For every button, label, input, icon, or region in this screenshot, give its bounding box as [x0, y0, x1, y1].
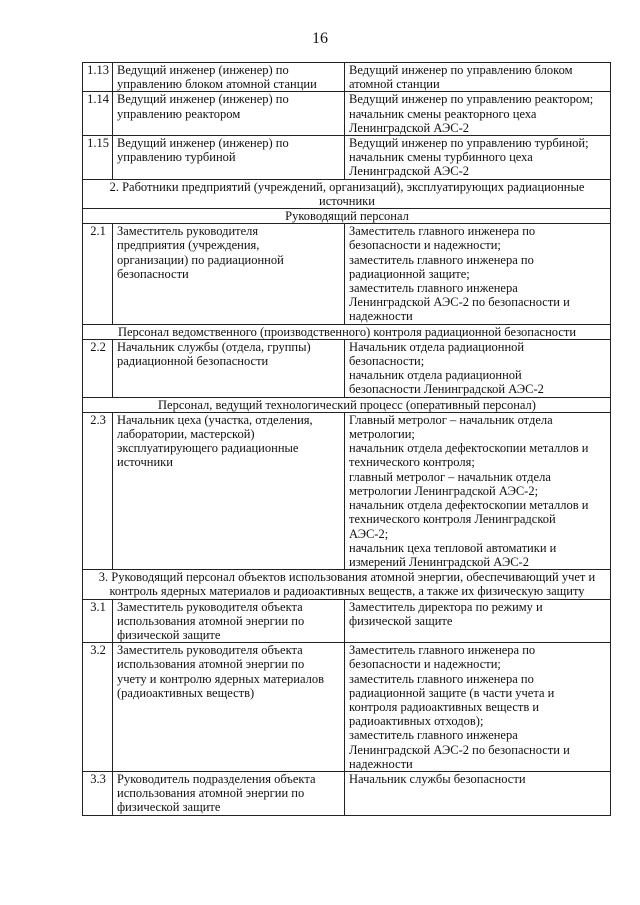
table-row: [83, 224, 611, 324]
corresponding-positions-text: Заместитель главного инженера по безопасности и надежности; заместитель главного инженера по радиационной защите (в части учета и контроля радиоактивных веществ и радиоактивных отходов); заместитель главного инженера Ленинградской АЭС-2 по безопасности и надежности: [349, 643, 570, 771]
position-title-text: Заместитель руководителя объекта использования атомной энергии по учету и контролю ядерных материалов (радиоактивных веществ): [117, 643, 325, 700]
section-header-row: [83, 179, 611, 208]
table-row: [83, 643, 611, 772]
corresponding-positions: [345, 224, 611, 324]
position-title-text: Руководитель подразделения объекта использования атомной энергии по физической защите: [117, 771, 316, 815]
position-title-text: Ведущий инженер (инженер) по управлению турбиной: [117, 136, 289, 165]
corresponding-positions-text: Ведущий инженер по управлению реактором; начальник смены реакторного цеха Ленинградской АЭС-2: [349, 92, 594, 135]
position-title: [113, 339, 345, 397]
corresponding-positions: [345, 643, 611, 772]
position-title-text: Ведущий инженер (инженер) по управлению реактором: [117, 92, 289, 121]
table-row: [83, 599, 611, 643]
section-header-row: [83, 324, 611, 339]
section-header: [83, 179, 611, 208]
table-row: [83, 771, 611, 815]
section-header-text: Персонал, ведущий технологический процесс (оперативный персонал): [158, 397, 536, 412]
corresponding-positions: [345, 63, 611, 92]
table-row: [83, 92, 611, 136]
position-title: [113, 92, 345, 136]
table-row: [83, 63, 611, 92]
position-title: [113, 771, 345, 815]
section-header-text: 3. Руководящий персонал объектов использования атомной энергии, обеспечивающий учет и контроль ядерных материалов и радиоактивных веществ, а также их физическую защиту: [98, 570, 596, 599]
table-row: [83, 136, 611, 180]
row-number: 1.13: [83, 63, 113, 92]
section-header-text: Персонал ведомственного (производственного) контроля радиационной безопасности: [117, 324, 577, 339]
position-title-text: Ведущий инженер (инженер) по управлению блоком атомной станции: [117, 63, 317, 92]
position-title: [113, 63, 345, 92]
section-header-text: Руководящий персонал: [285, 209, 409, 224]
position-title-text: Начальник цеха (участка, отделения, лаборатории, мастерской) эксплуатирующего радиационные источники: [117, 412, 313, 470]
section-header-row: [83, 209, 611, 224]
corresponding-positions: [345, 339, 611, 397]
row-number: 1.15: [83, 136, 113, 180]
section-header: [83, 570, 611, 599]
corresponding-positions-text: Ведущий инженер по управлению турбиной; начальник смены турбинного цеха Ленинградской АЭС-2: [349, 136, 589, 179]
corresponding-positions-text: Заместитель директора по режиму и физической защите: [349, 599, 543, 628]
section-header: [83, 324, 611, 339]
row-number: 2.3: [83, 412, 113, 569]
positions-table: [82, 62, 611, 816]
row-number: 3.1: [83, 599, 113, 643]
table-row: [83, 339, 611, 397]
section-header: [83, 209, 611, 224]
position-title-text: Заместитель руководителя предприятия (учреждения, организации) по радиационной безопасности: [117, 224, 284, 281]
section-header-row: [83, 570, 611, 599]
position-title: [113, 599, 345, 643]
position-title: [113, 643, 345, 772]
position-title: [113, 412, 345, 569]
corresponding-positions: [345, 136, 611, 180]
row-number: 1.14: [83, 92, 113, 136]
section-header-row: [83, 397, 611, 412]
corresponding-positions: [345, 771, 611, 815]
corresponding-positions: [345, 92, 611, 136]
section-header-text: 2. Работники предприятий (учреждений, организаций), эксплуатирующих радиационные источники: [109, 179, 585, 208]
corresponding-positions: [345, 599, 611, 643]
corresponding-positions: [345, 412, 611, 569]
page-number: 16: [312, 30, 328, 47]
row-number: 3.2: [83, 643, 113, 772]
corresponding-positions-text: Ведущий инженер по управлению блоком атомной станции: [349, 63, 573, 92]
table-row: [83, 412, 611, 569]
table-body: [83, 63, 611, 816]
position-title-text: Заместитель руководителя объекта использования атомной энергии по физической защите: [117, 599, 305, 642]
section-header: [83, 397, 611, 412]
corresponding-positions-text: Начальник отдела радиационной безопасности; начальник отдела радиационной безопасности Ленинградской АЭС-2: [349, 339, 544, 397]
position-title-text: Начальник службы (отдела, группы) радиационной безопасности: [117, 339, 311, 369]
row-number: 3.3: [83, 771, 113, 815]
row-number: 2.1: [83, 224, 113, 324]
corresponding-positions-text: Главный метролог – начальник отдела метрологии; начальник отдела дефектоскопии металлов и технического контроля; главный метролог – начальник отдела метрологии Ленинградской АЭС-2; начальник отдела дефектоскопии металлов и технического контроля Ленинградской АЭС-2; начальник цеха тепловой автоматики и измерений Ленинградской АЭС-2: [349, 412, 589, 569]
corresponding-positions-text: Заместитель главного инженера по безопасности и надежности; заместитель главного инженера по радиационной защите; заместитель главного инженера Ленинградской АЭС-2 по безопасности и надежности: [349, 224, 570, 324]
position-title: [113, 136, 345, 180]
corresponding-positions-text: Начальник службы безопасности: [349, 771, 526, 786]
position-title: [113, 224, 345, 324]
row-number: 2.2: [83, 339, 113, 397]
